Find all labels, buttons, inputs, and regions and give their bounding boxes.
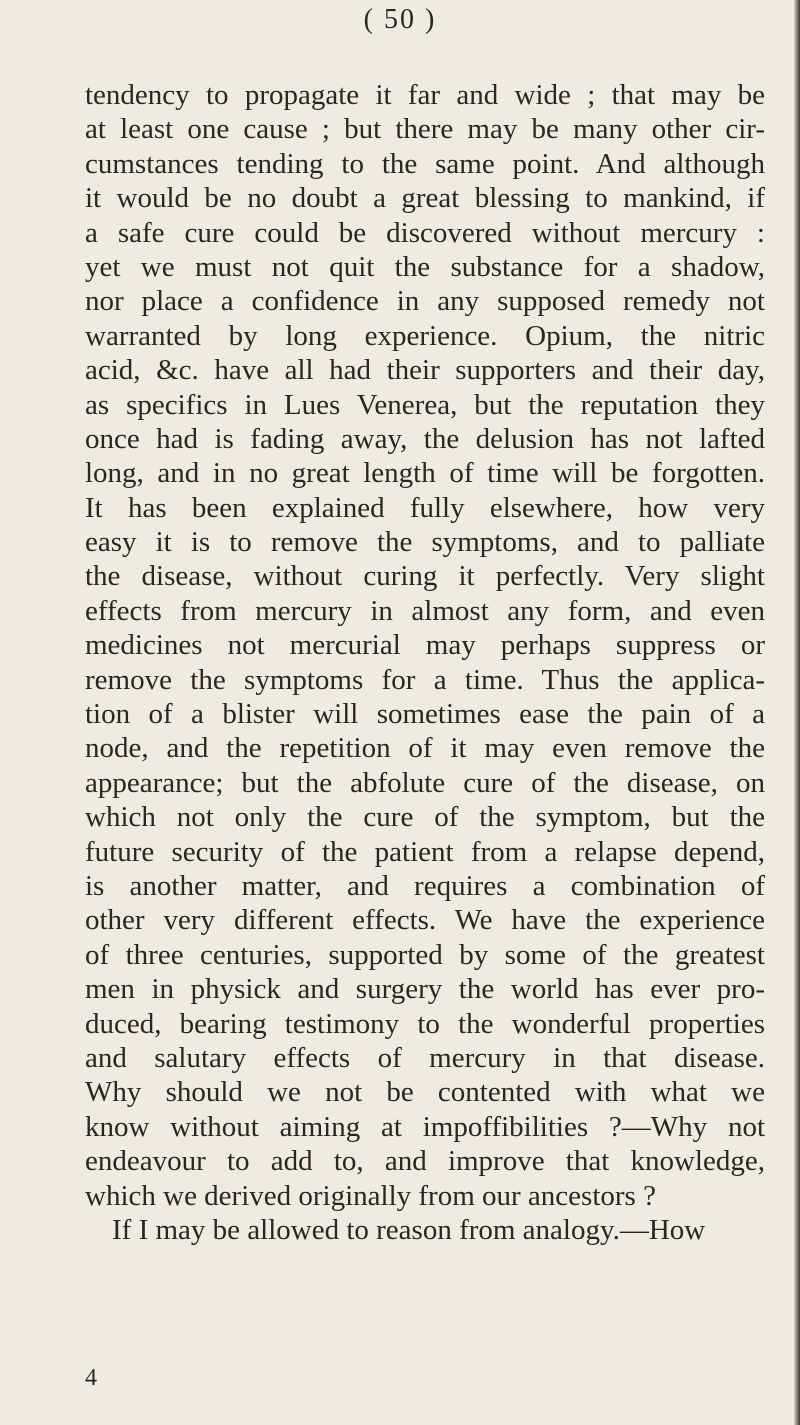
text-line: yet we must not quit the substance for a shadow, [85,250,765,283]
text-line: endeavour to add to, and improve that knowledge, [85,1145,765,1178]
text-line: men in physick and surgery the world has ever pro- [85,973,765,1006]
text-line: it would be no doubt a great blessing to mankind, if [85,182,765,215]
text-line: long, and in no great length of time will be forgotten. [85,457,765,490]
text-line: medicines not mercurial may perhaps suppress or [85,629,765,662]
text-line: warranted by long experience. Opium, the nitric [85,319,765,352]
text-line: cumstances tending to the same point. And although [85,147,765,180]
page-edge-shadow [794,0,800,1425]
text-line: and salutary effects of mercury in that disease. [85,1041,765,1074]
text-line: If I may be allowed to reason from analogy.—How [112,1213,706,1246]
text-line: future security of the patient from a relapse depend, [85,835,765,868]
text-line: duced, bearing testimony to the wonderful properties [85,1007,765,1040]
text-line: which we derived originally from our ancestors ? [85,1179,656,1212]
text-line: tion of a blister will sometimes ease the pain of a [85,698,765,731]
text-line: effects from mercury in almost any form, and even [85,594,765,627]
text-line: is another matter, and requires a combination of [85,869,765,902]
text-line: remove the symptoms for a time. Thus the applica- [85,663,765,696]
text-line: once had is fading away, the delusion has not lafted [85,422,765,455]
text-line: other very different effects. We have the experience [85,904,765,937]
text-line: It has been explained fully elsewhere, how very [85,491,765,524]
text-line: node, and the repetition of it may even remove the [85,732,765,765]
text-line: tendency to propagate it far and wide ; that may be [85,79,765,111]
text-line: appearance; but the abfolute cure of the disease, on [85,766,765,799]
text-line: which not only the cure of the symptom, but the [85,801,765,834]
text-line: nor place a confidence in any supposed remedy not [85,285,765,318]
body-text [85,78,765,1247]
text-line: acid, &c. have all had their supporters and their day, [85,354,765,387]
text-line: of three centuries, supported by some of the greatest [85,938,765,971]
text-line: the disease, without curing it perfectly. Very slight [85,560,765,593]
text-line: know without aiming at impoffibilities ?—Why not [85,1110,765,1143]
text-line: easy it is to remove the symptoms, and to palliate [85,526,765,559]
signature-mark: 4 [85,1365,97,1391]
text-line: Why should we not be contented with what we [85,1076,765,1109]
text-line: a safe cure could be discovered without mercury : [85,216,765,249]
text-line: as specifics in Lues Venerea, but the reputation they [85,388,765,421]
text-line: at least one cause ; but there may be many other cir- [85,113,765,146]
page-number: ( 50 ) [363,4,437,35]
